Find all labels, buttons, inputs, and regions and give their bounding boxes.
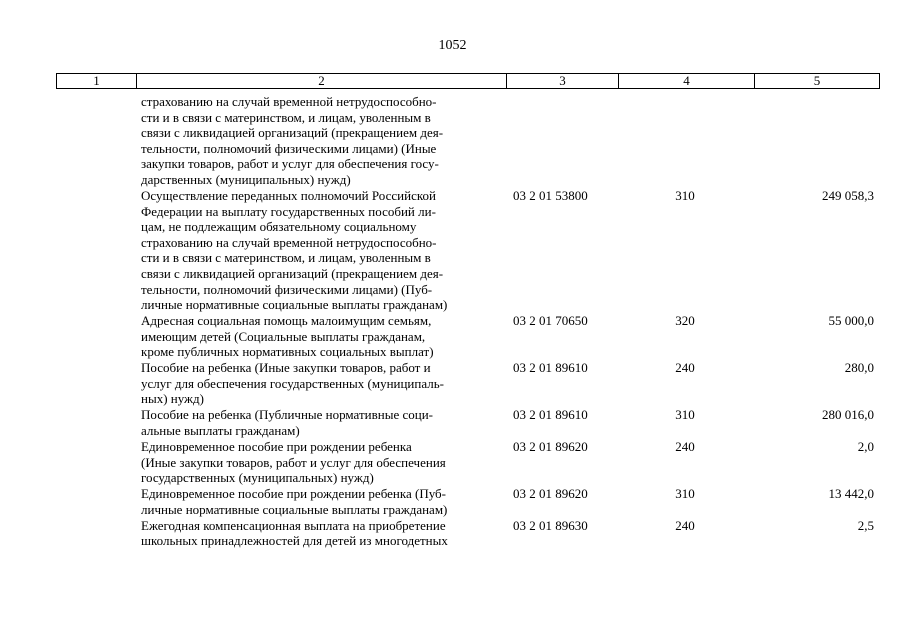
table-row bbox=[56, 360, 880, 407]
description-line: Единовременное пособие при рождении ребенка bbox=[141, 439, 412, 455]
cell-type: 320 bbox=[675, 313, 695, 329]
table-row bbox=[56, 188, 880, 313]
description-line: цам, не подлежащим обязательному социальному bbox=[141, 219, 417, 235]
cell-number bbox=[56, 407, 135, 438]
description-line: (Иные закупки товаров, работ и услуг для обеспечения bbox=[141, 454, 446, 470]
description-line: Ежегодная компенсационная выплата на приобретение bbox=[141, 517, 446, 533]
description-line: личные нормативные социальные выплаты гражданам) bbox=[141, 501, 448, 517]
cell-number bbox=[56, 188, 135, 313]
cell-description bbox=[135, 486, 505, 517]
table-row bbox=[56, 518, 880, 549]
description-line: Пособие на ребенка (Публичные нормативные соци- bbox=[141, 407, 433, 423]
description-line: Единовременное пособие при рождении ребенка (Пуб- bbox=[141, 486, 447, 502]
cell-type: 310 bbox=[675, 486, 695, 502]
cell-code bbox=[505, 94, 617, 188]
cell-description bbox=[135, 439, 505, 486]
cell-type: 240 bbox=[675, 360, 695, 376]
cell-description bbox=[135, 360, 505, 407]
cell-code: 03 2 01 89620 bbox=[513, 486, 588, 502]
description-line: связи с ликвидацией организаций (прекращением дея- bbox=[141, 125, 444, 141]
cell-description bbox=[135, 94, 505, 188]
description-line: страхованию на случай временной нетрудоспособно- bbox=[141, 234, 437, 250]
description-line: ных) нужд) bbox=[141, 391, 204, 407]
cell-number bbox=[56, 94, 135, 188]
cell-type: 310 bbox=[675, 187, 695, 203]
cell-code: 03 2 01 89620 bbox=[513, 439, 588, 455]
cell-type: 310 bbox=[675, 407, 695, 423]
cell-amount: 249 058,3 bbox=[822, 187, 874, 203]
table-body bbox=[56, 94, 880, 549]
table-row bbox=[56, 407, 880, 438]
cell-amount bbox=[753, 94, 880, 188]
table-row bbox=[56, 313, 880, 360]
column-header-4: 4 bbox=[618, 74, 754, 88]
column-header-3: 3 bbox=[506, 74, 618, 88]
description-line: тельности, полномочий физическими лицами) (Иные bbox=[141, 140, 437, 156]
cell-type: 240 bbox=[675, 439, 695, 455]
cell-type bbox=[617, 94, 753, 188]
cell-description bbox=[135, 407, 505, 438]
cell-amount: 280,0 bbox=[844, 360, 874, 376]
cell-amount: 280 016,0 bbox=[822, 407, 874, 423]
description-line: услуг для обеспечения государственных (муниципаль- bbox=[141, 375, 444, 391]
table-row bbox=[56, 94, 880, 188]
cell-amount: 2,5 bbox=[857, 517, 874, 533]
cell-type: 240 bbox=[675, 517, 695, 533]
description-line: кроме публичных нормативных социальных выплат) bbox=[141, 344, 434, 360]
description-line: сти и в связи с материнством, и лицам, уволенным в bbox=[141, 250, 431, 266]
column-header-5: 5 bbox=[754, 74, 879, 88]
description-line: дарственных (муниципальных) нужд) bbox=[141, 171, 351, 187]
cell-code: 03 2 01 53800 bbox=[513, 187, 588, 203]
description-line: имеющим детей (Социальные выплаты гражданам, bbox=[141, 328, 426, 344]
cell-number bbox=[56, 313, 135, 360]
column-header-1: 1 bbox=[93, 73, 100, 88]
description-line: личные нормативные социальные выплаты гражданам) bbox=[141, 297, 448, 313]
cell-description bbox=[135, 313, 505, 360]
table-row bbox=[56, 439, 880, 486]
cell-amount: 13 442,0 bbox=[828, 486, 874, 502]
cell-number bbox=[56, 439, 135, 486]
cell-number bbox=[56, 360, 135, 407]
description-line: Федерации на выплату государственных пособий ли- bbox=[141, 203, 436, 219]
cell-description bbox=[135, 518, 505, 549]
description-line: Пособие на ребенка (Иные закупки товаров, работ и bbox=[141, 360, 431, 376]
table-row bbox=[56, 486, 880, 517]
description-line: сти и в связи с материнством, и лицам, уволенным в bbox=[141, 109, 431, 125]
description-line: закупки товаров, работ и услуг для обеспечения госу- bbox=[141, 156, 439, 172]
description-line: альные выплаты гражданам) bbox=[141, 423, 300, 439]
description-line: связи с ликвидацией организаций (прекращением дея- bbox=[141, 265, 444, 281]
cell-number bbox=[56, 486, 135, 517]
cell-code: 03 2 01 70650 bbox=[513, 313, 588, 329]
table-header-row bbox=[56, 73, 880, 89]
description-line: школьных принадлежностей для детей из многодетных bbox=[141, 533, 448, 549]
cell-amount: 2,0 bbox=[857, 439, 874, 455]
cell-description bbox=[135, 188, 505, 313]
cell-amount: 55 000,0 bbox=[828, 313, 874, 329]
description-line: страхованию на случай временной нетрудоспособно- bbox=[141, 94, 437, 109]
page-number: 1052 bbox=[438, 38, 467, 53]
description-line: государственных (муниципальных) нужд) bbox=[141, 470, 374, 486]
description-line: тельности, полномочий физическими лицами) (Пуб- bbox=[141, 281, 433, 297]
cell-number bbox=[56, 518, 135, 549]
cell-code: 03 2 01 89610 bbox=[513, 407, 588, 423]
column-header-2: 2 bbox=[136, 74, 506, 88]
description-line: Осуществление переданных полномочий Российской bbox=[141, 187, 436, 203]
cell-code: 03 2 01 89610 bbox=[513, 360, 588, 376]
cell-code: 03 2 01 89630 bbox=[513, 517, 588, 533]
description-line: Адресная социальная помощь малоимущим семьям, bbox=[141, 313, 432, 329]
